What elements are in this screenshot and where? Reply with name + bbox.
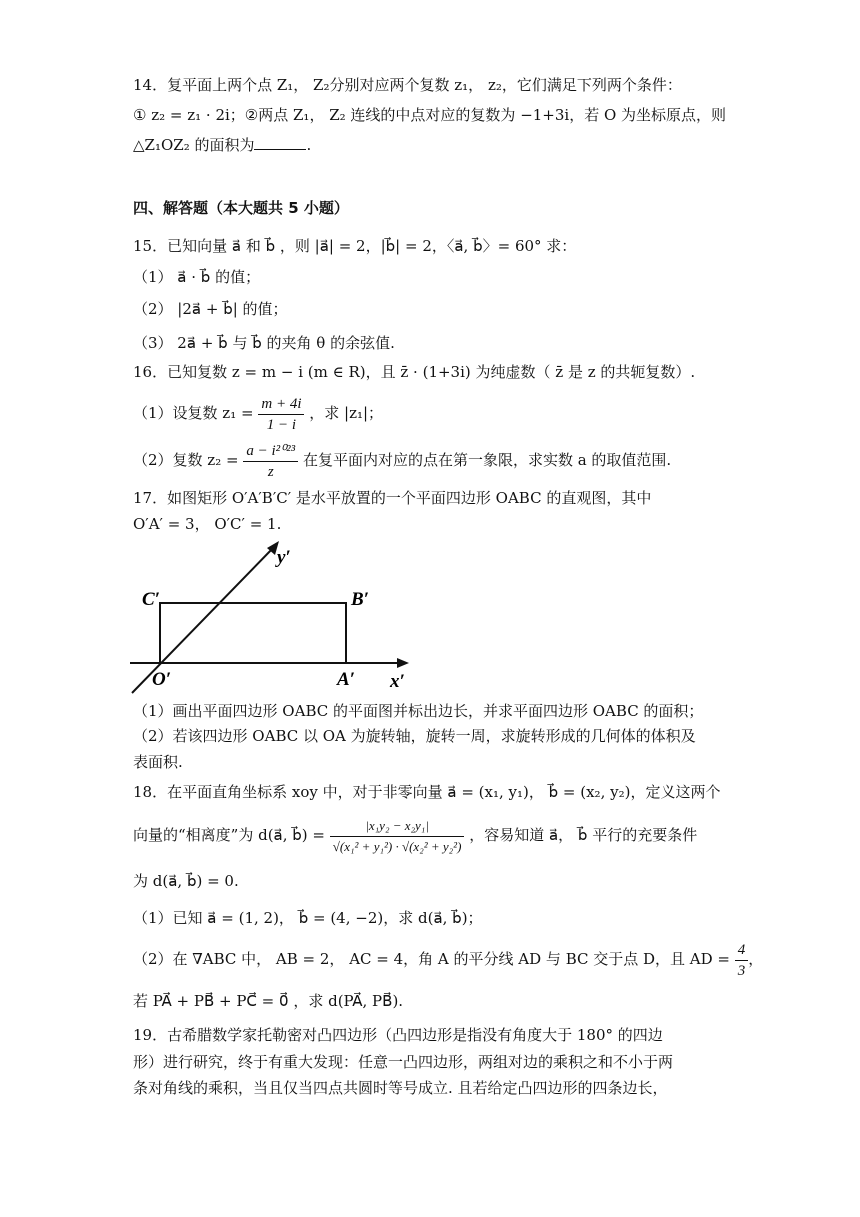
answer-blank: [254, 135, 306, 150]
q14-line-3: [133, 134, 311, 156]
q18-fraction-ad: [735, 940, 749, 981]
q18-part-2-post: ，: [748, 950, 764, 968]
q18-fraction: [330, 816, 465, 857]
q18-stem-2: [133, 812, 697, 858]
q18-stem-1: 18．在平面直角坐标系 xoy 中，对于非零向量 a⃗ = (x₁, y₁)， b⃗ = (x₂, y₂)，定义这两个: [133, 783, 721, 801]
q18-stem-2-pre: 向量的“相离度”为 d(a⃗, b⃗) =: [133, 826, 325, 844]
q15-part-1: （1） a⃗ · b⃗ 的值；: [133, 268, 261, 286]
q16-fraction-1: [258, 394, 304, 435]
label-y: y′: [277, 547, 291, 568]
q16-part-1: [133, 391, 383, 435]
q18-stem-2-post: ，容易知道 a⃗， b⃗ 平行的充要条件: [469, 826, 698, 844]
q17-figure: [125, 535, 425, 700]
fraction-numerator: |x₁y₂ − x₂y₁|: [330, 816, 465, 837]
q19-line-2: 形）进行研究，终于有重大发现：任意一凸四边形，两组对边的乘积之和不小于两: [133, 1053, 674, 1071]
q15-part-3: （3） 2a⃗ + b⃗ 与 b⃗ 的夹角 θ 的余弦值.: [133, 334, 395, 352]
fraction-numerator: m + 4i: [258, 394, 304, 415]
q16-part-2: [133, 438, 671, 482]
label-x: x′: [390, 671, 405, 692]
q16-part-2-pre: （2）复数 z₂ =: [133, 451, 239, 469]
q16-part-1-pre: （1）设复数 z₁ =: [133, 404, 254, 422]
label-c: C′: [142, 589, 161, 610]
q18-stem-3: 为 d(a⃗, b⃗) = 0.: [133, 872, 239, 890]
fraction-denominator: 3: [737, 962, 746, 979]
q17-part-2a: （2）若该四边形 OABC 以 OA 为旋转轴，旋转一周，求旋转形成的几何体的体积及: [133, 727, 696, 745]
fraction-numerator: a − i²⁰²³: [243, 441, 298, 462]
section-title: 四、解答题（本大题共 5 小题）: [133, 199, 349, 217]
fraction-numerator: 4: [735, 940, 749, 961]
q18-part-2-pre: （2）在 ∇ABC 中， AB = 2， AC = 4，角 A 的平分线 AD 与 BC 交于点 D，且 AD =: [133, 950, 730, 968]
q18-part-2: [133, 937, 763, 981]
q16-stem: 16．已知复数 z = m − i (m ∈ R)，且 z̄ · (1+3i) 为纯虚数（ z̄ 是 z 的共轭复数）.: [133, 363, 696, 381]
q17-part-2b: 表面积.: [133, 753, 183, 771]
q19-line-1: 19．古希腊数学家托勒密对凸四边形（凸四边形是指没有角度大于 180° 的四边: [133, 1026, 663, 1044]
label-b: B′: [351, 589, 370, 610]
q14-line-1: 14．复平面上两个点 Z₁， Z₂分别对应两个复数 z₁， z₂，它们满足下列两个条件：: [133, 76, 682, 94]
q15-part-2: （2） |2a⃗ + b⃗| 的值；: [133, 300, 288, 318]
q15-stem: 15．已知向量 a⃗ 和 b⃗ ，则 |a⃗| = 2，|b⃗| = 2，〈a⃗, b⃗〉= 60° 求：: [133, 237, 577, 255]
fraction-denominator: √(x₁² + y₁²) · √(x₂² + y₂²): [332, 838, 462, 854]
x-axis-arrow-icon: [397, 658, 409, 668]
q14-line-3-text: △Z₁OZ₂ 的面积为: [133, 136, 255, 154]
q17-stem-1: 17．如图矩形 O′A′B′C′ 是水平放置的一个平面四边形 OABC 的直观图，其中: [133, 489, 652, 507]
q18-part-1: （1）已知 a⃗ = (1, 2)， b⃗ = (4, −2)，求 d(a⃗, b⃗)；: [133, 909, 483, 927]
fraction-denominator: 1 − i: [266, 416, 297, 433]
q17-stem-2: O′A′ = 3， O′C′ = 1.: [133, 515, 282, 533]
fraction-denominator: z: [267, 463, 274, 480]
q16-fraction-2: [243, 441, 298, 482]
q18-part-2b: 若 PA⃗ + PB⃗ + PC⃗ = 0⃗ ，求 d(PA⃗, PB⃗).: [133, 992, 404, 1010]
q16-part-1-post: ，求 |z₁|；: [309, 404, 384, 422]
q17-part-1: （1）画出平面四边形 OABC 的平面图并标出边长，并求平面四边形 OABC 的面积；: [133, 702, 704, 720]
label-a: A′: [337, 669, 356, 690]
q16-part-2-post: 在复平面内对应的点在第一象限，求实数 a 的取值范围.: [302, 451, 672, 469]
q14-line-3-end: .: [306, 136, 312, 154]
q14-line-2: ① z₂ = z₁ · 2i；②两点 Z₁， Z₂ 连线的中点对应的复数为 −1+3i，若 O 为坐标原点，则: [133, 106, 727, 124]
q19-line-3: 条对角线的乘积，当且仅当四点共圆时等号成立. 且若给定凸四边形的四条边长，: [133, 1079, 668, 1097]
rectangle-oabc: [160, 603, 346, 663]
label-o: O′: [152, 669, 172, 690]
